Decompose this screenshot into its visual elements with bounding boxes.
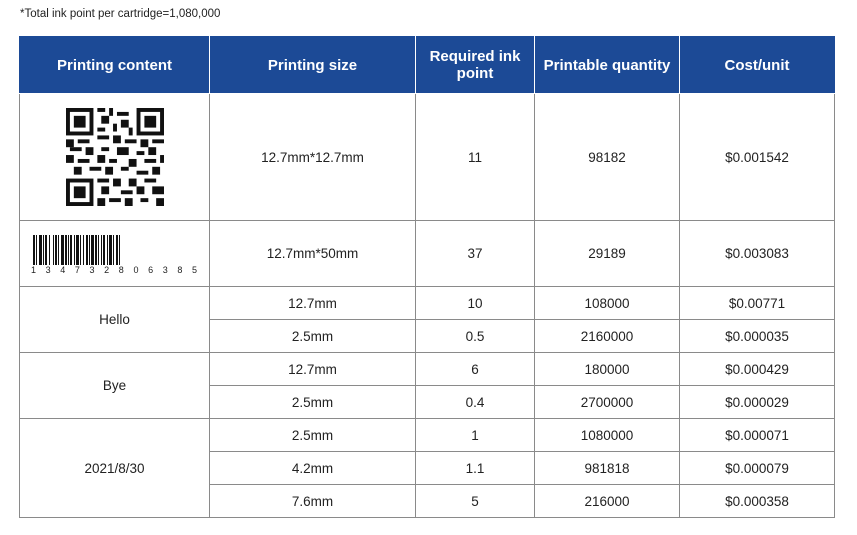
ink-total-note: *Total ink point per cartridge=1,080,000 bbox=[20, 8, 221, 20]
bye-content: Bye bbox=[20, 353, 210, 419]
date-ink-2: 1.1 bbox=[416, 452, 535, 485]
header-printing-size: Printing size bbox=[210, 37, 416, 94]
header-row bbox=[20, 37, 835, 94]
barcode-cell bbox=[20, 221, 210, 287]
bye-size-2: 2.5mm bbox=[210, 386, 416, 419]
header-printable-quantity: Printable quantity bbox=[535, 37, 680, 94]
barcode-cost: $0.003083 bbox=[680, 221, 835, 287]
hello-qty-2: 2160000 bbox=[535, 320, 680, 353]
table-row bbox=[20, 353, 835, 386]
hello-size-1: 12.7mm bbox=[210, 287, 416, 320]
qr-size: 12.7mm*12.7mm bbox=[210, 94, 416, 221]
date-size-2: 4.2mm bbox=[210, 452, 416, 485]
date-cost-3: $0.000358 bbox=[680, 485, 835, 518]
date-ink-3: 5 bbox=[416, 485, 535, 518]
qr-cost: $0.001542 bbox=[680, 94, 835, 221]
hello-qty-1: 108000 bbox=[535, 287, 680, 320]
bye-qty-1: 180000 bbox=[535, 353, 680, 386]
table-row bbox=[20, 287, 835, 320]
barcode-ink: 37 bbox=[416, 221, 535, 287]
ink-cost-table bbox=[19, 36, 835, 518]
qr-code-cell bbox=[20, 94, 210, 221]
hello-ink-1: 10 bbox=[416, 287, 535, 320]
date-cost-2: $0.000079 bbox=[680, 452, 835, 485]
date-qty-3: 216000 bbox=[535, 485, 680, 518]
hello-cost-1: $0.00771 bbox=[680, 287, 835, 320]
bye-qty-2: 2700000 bbox=[535, 386, 680, 419]
barcode-icon bbox=[29, 233, 201, 275]
hello-size-2: 2.5mm bbox=[210, 320, 416, 353]
barcode-qty: 29189 bbox=[535, 221, 680, 287]
date-size-3: 7.6mm bbox=[210, 485, 416, 518]
qr-qty: 98182 bbox=[535, 94, 680, 221]
date-size-1: 2.5mm bbox=[210, 419, 416, 452]
bye-ink-1: 6 bbox=[416, 353, 535, 386]
date-cost-1: $0.000071 bbox=[680, 419, 835, 452]
hello-ink-2: 0.5 bbox=[416, 320, 535, 353]
qr-code-icon bbox=[66, 108, 164, 206]
date-ink-1: 1 bbox=[416, 419, 535, 452]
header-printing-content: Printing content bbox=[20, 37, 210, 94]
bye-cost-1: $0.000429 bbox=[680, 353, 835, 386]
table-row bbox=[20, 419, 835, 452]
header-required-ink-point: Required ink point bbox=[416, 37, 535, 94]
table-row bbox=[20, 94, 835, 221]
barcode-digits: 1 3 4 7 3 2 8 0 6 3 8 5 bbox=[30, 264, 197, 275]
barcode-size: 12.7mm*50mm bbox=[210, 221, 416, 287]
bye-ink-2: 0.4 bbox=[416, 386, 535, 419]
date-content: 2021/8/30 bbox=[20, 419, 210, 518]
header-cost-unit: Cost/unit bbox=[680, 37, 835, 94]
bye-size-1: 12.7mm bbox=[210, 353, 416, 386]
qr-ink: 11 bbox=[416, 94, 535, 221]
hello-cost-2: $0.000035 bbox=[680, 320, 835, 353]
date-qty-2: 981818 bbox=[535, 452, 680, 485]
table-row bbox=[20, 221, 835, 287]
date-qty-1: 1080000 bbox=[535, 419, 680, 452]
hello-content: Hello bbox=[20, 287, 210, 353]
bye-cost-2: $0.000029 bbox=[680, 386, 835, 419]
